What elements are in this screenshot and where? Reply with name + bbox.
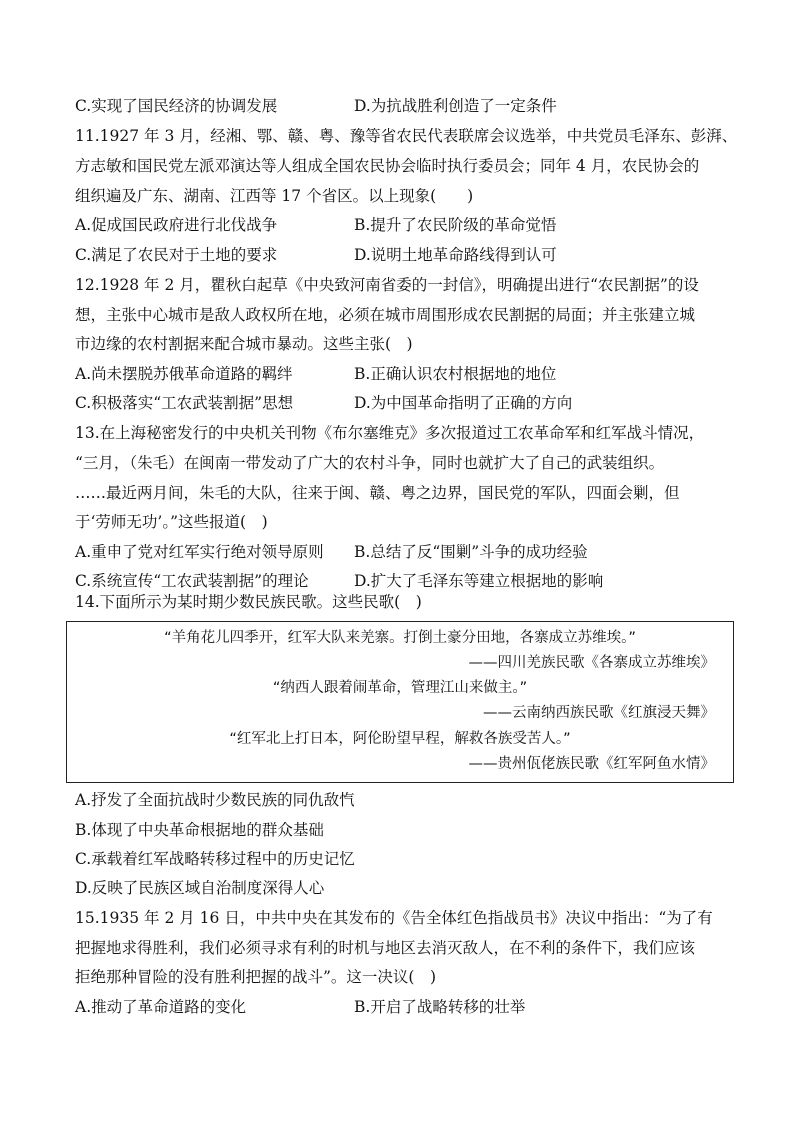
folk-song-box xyxy=(66,621,734,783)
song-3-lyric: “红军北上打日本，阿伦盼望早程，解救各族受苦人。” xyxy=(229,731,571,747)
q11-stem-line-1: 11.1927 年 3 月，经湘、鄂、赣、粤、豫等省农民代表联席会议选举，中共党员毛泽东、彭湃、 xyxy=(75,127,738,145)
q11-stem-line-2: 方志敏和国民党左派邓演达等人组成全国农民协会临时执行委员会；同年 4 月，农民协会的 xyxy=(75,157,700,175)
q12-stem-line-1: 12.1928 年 2 月，瞿秋白起草《中央致河南省委的一封信》，明确提出进行“农民割据”的设 xyxy=(75,276,699,294)
q11-option-b: B.提升了农民阶级的革命觉悟 xyxy=(354,216,557,234)
q14-option-d: D.反映了民族区域自治制度深得人心 xyxy=(75,879,325,897)
q12-stem-line-2: 想，主张中心城市是敌人政权所在地，必须在城市周围形成农民割据的局面；并主张建立城 xyxy=(75,306,696,324)
q13-option-c: C.系统宣传“工农武装割据”的理论 xyxy=(75,572,309,590)
q13-option-b: B.总结了反“围剿”斗争的成功经验 xyxy=(354,543,588,561)
q12-stem-line-3: 市边缘的农村割据来配合城市暴动。这些主张( ) xyxy=(75,335,413,353)
song-2-source: ——云南纳西族民歌《红旗浸天舞》 xyxy=(483,705,715,721)
q12-option-c: C.积极落实“工农武装割据”思想 xyxy=(75,394,294,412)
q13-stem-line-4: 于‘劳师无功’。”这些报道( ) xyxy=(75,513,268,531)
q14-option-b: B.体现了中央革命根据地的群众基础 xyxy=(75,821,324,839)
q15-stem-line-1: 15.1935 年 2 月 16 日，中共中央在其发布的《告全体红色指战员书》决议中指出：“为了有 xyxy=(75,909,713,927)
q15-option-b: B.开启了战略转移的壮举 xyxy=(354,998,526,1016)
q11-option-c: C.满足了农民对于土地的要求 xyxy=(75,246,278,264)
q11-option-d: D.说明土地革命路线得到认可 xyxy=(354,246,557,264)
song-1-lyric: “羊角花儿四季开，红军大队来羌寨。打倒土豪分田地，各寨成立苏维埃。” xyxy=(164,630,636,646)
q11-option-a: A.促成国民政府进行北伐战争 xyxy=(75,216,278,234)
q12-option-a: A.尚未摆脱苏俄革命道路的羁绊 xyxy=(75,365,293,383)
q15-stem-line-3: 拒绝那种冒险的没有胜利把握的战斗”。这一决议( ) xyxy=(75,968,437,986)
q14-option-c: C.承载着红军战略转移过程中的历史记忆 xyxy=(75,850,355,868)
q10-option-d: D.为抗战胜利创造了一定条件 xyxy=(354,97,557,115)
q15-stem-line-2: 把握地求得胜利，我们必须寻求有利的时机与地区去消灭敌人，在不利的条件下，我们应该 xyxy=(75,939,696,957)
q14-stem: 14.下面所示为某时期少数民族民歌。这些民歌( ) xyxy=(75,593,422,611)
q13-stem-line-1: 13.在上海秘密发行的中央机关刊物《布尔塞维克》多次报道过工农革命军和红军战斗情况， xyxy=(75,424,705,442)
q13-option-d: D.扩大了毛泽东等建立根据地的影响 xyxy=(354,572,604,590)
q14-option-a: A.抒发了全面抗战时少数民族的同仇敌忾 xyxy=(75,791,355,809)
song-3-source: ——贵州佤佬族民歌《红军阿鱼水情》 xyxy=(468,756,715,772)
q12-option-d: D.为中国革命指明了正确的方向 xyxy=(354,394,573,412)
song-1-source: ——四川羌族民歌《各寨成立苏维埃》 xyxy=(468,655,715,671)
song-2-lyric: “纳西人跟着闹革命，管理江山来做主。” xyxy=(272,680,528,696)
q10-option-c: C.实现了国民经济的协调发展 xyxy=(75,97,278,115)
q12-option-b: B.正确认识农村根据地的地位 xyxy=(354,365,557,383)
q13-stem-line-3: ……最近两月间，朱毛的大队，往来于闽、赣、粤之边界，国民党的军队，四面会剿，但 xyxy=(75,484,680,502)
q11-stem-line-3: 组织遍及广东、湖南、江西等 17 个省区。以上现象( ) xyxy=(75,187,474,205)
q15-option-a: A.推动了革命道路的变化 xyxy=(75,998,247,1016)
q13-stem-line-2: “三月，（朱毛）在闽南一带发动了广大的农村斗争，同时也就扩大了自己的武装组织。 xyxy=(75,454,665,472)
q13-option-a: A.重申了党对红军实行绝对领导原则 xyxy=(75,543,324,561)
